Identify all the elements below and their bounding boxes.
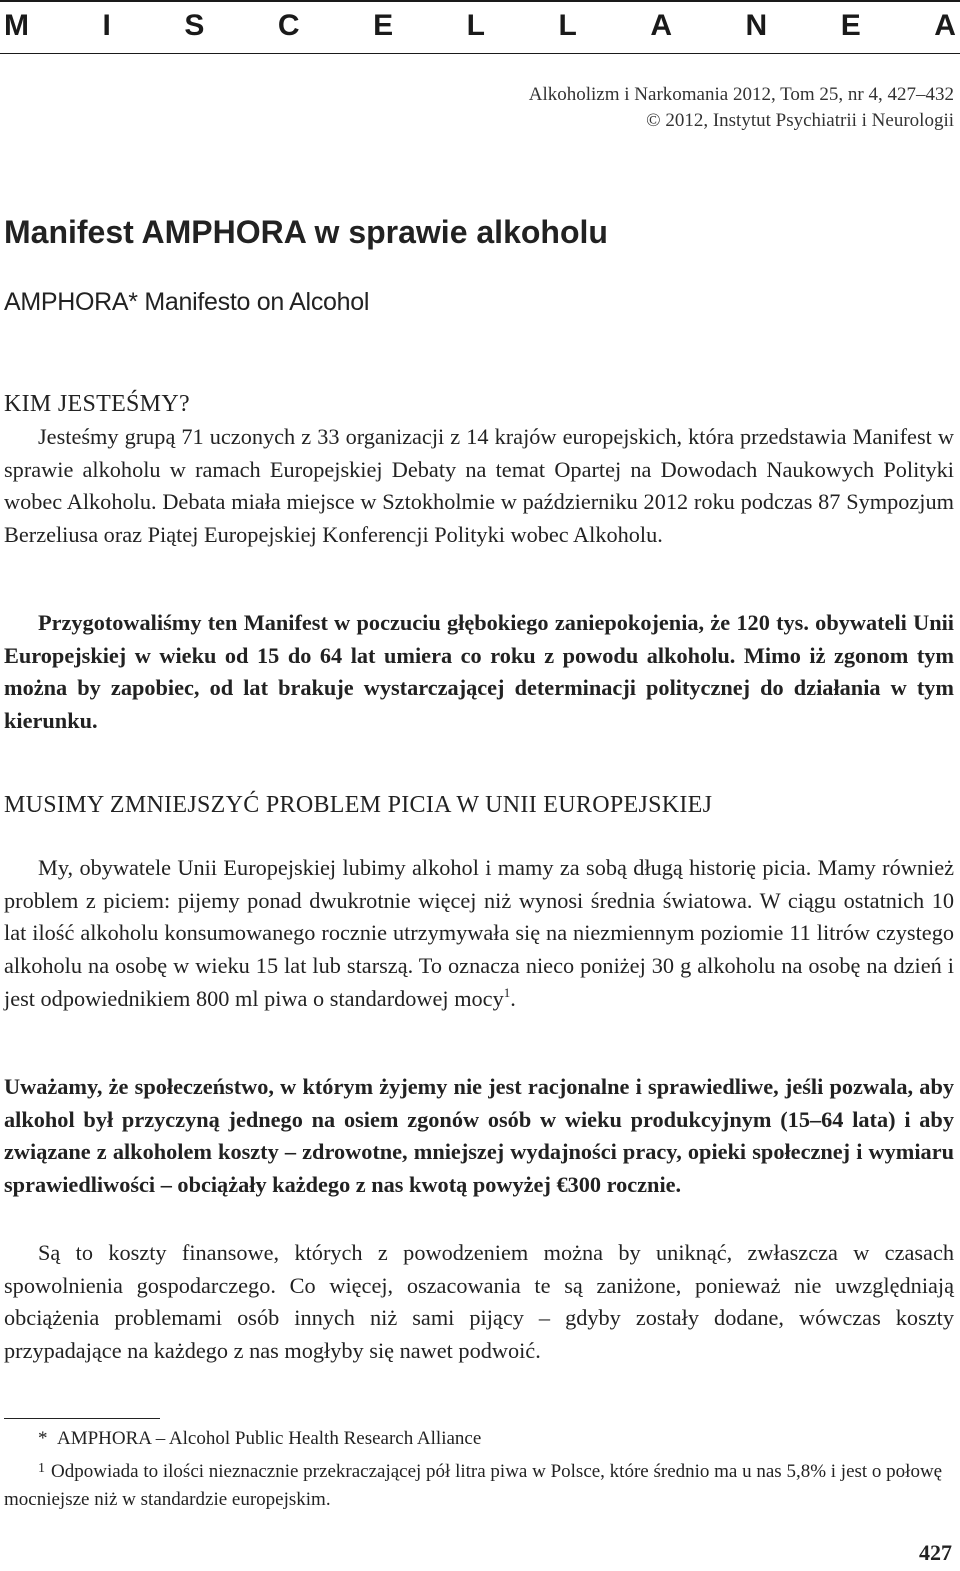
journal-copyright: © 2012, Instytut Psychiatrii i Neurologii <box>646 110 954 131</box>
footnote-mark: 1 <box>38 1461 45 1476</box>
paragraph-concern: Przygotowaliśmy ten Manifest w poczuciu głębokiego zaniepokojenia, że 120 tys. obywateli Unii Europejskiej w wieku od 15 do 64 lat umiera co roku z powodu alkoholu. Mimo iż zgonom tym można by zapobiec, od lat brakuje wystarczającej determinacji politycznej do działania w tym kierunku. <box>4 610 954 734</box>
section-letter: C <box>277 9 300 42</box>
paragraph-end: . <box>510 985 516 1011</box>
journal-info <box>529 82 954 134</box>
section-letter: N <box>745 9 768 42</box>
section-letter: A <box>934 9 956 42</box>
section-letter: L <box>558 9 577 42</box>
paragraph-text: My, obywatele Unii Europejskiej lubimy alkohol i mamy za sobą długą historię picia. Mamy również problem z piciem: pijemy ponad dwukrotnie więcej niż wynosi średnia światowa. W ciągu ostatnich 10 lat ilość alkoholu konsumowanego rocznie utrzymywała się na niezmiennym poziomie 11 litrów czystego alkoholu na osobę w wieku 15 lat lub starszą. To oznacza nieco poniżej 30 g alkoholu na osobę na dzień i jest odpowiednikiem 800 ml piwa o standardowej mocy <box>4 855 954 1011</box>
footnote-text: AMPHORA – Alcohol Public Health Research Alliance <box>57 1428 482 1449</box>
paragraph-who-we-are: Jesteśmy grupą 71 uczonych z 33 organizacji z 14 krajów europejskich, która przedstawia Manifest w sprawie alkoholu w ramach Europejskiej Debaty na temat Opartej na Dowodach Naukowych Polityki wobec Alkoholu. Debata miała miejsce w Sztokholmie w październiku 2012 roku podczas 87 Sympozjum Berzeliusa oraz Piątej Europejskiej Konferencji Polityki wobec Alkoholu. <box>4 424 954 548</box>
section-heading-reduce-drinking: MUSIMY ZMNIEJSZYĆ PROBLEM PICIA W UNII EUROPEJSKIEJ <box>4 792 713 818</box>
footnote-star <box>4 1425 954 1453</box>
section-letter: E <box>373 9 394 42</box>
section-letter: E <box>840 9 861 42</box>
article-title-english: AMPHORA* Manifesto on Alcohol <box>4 288 370 316</box>
paragraph-drinking-history <box>4 852 954 1016</box>
paragraph-financial-costs: Są to koszty finansowe, których z powodzeniem można by uniknąć, zwłaszcza w czasach spowolnienia gospodarczego. Co więcej, oszacowania te są zaniżone, ponieważ nie uwzględniają obciążenia problemami osób innych niż sami pijący – gdyby zostały dodane, wówczas koszty przypadające na każdego z nas mogłyby się nawet podwoić. <box>4 1240 954 1364</box>
footnote-divider <box>4 1418 160 1419</box>
footnote-reference[interactable]: 1 <box>503 984 511 1000</box>
section-letter: A <box>650 9 672 42</box>
footnote-text: Odpowiada to ilości nieznacznie przekraczającej pół litra piwa w Polsce, które średnio ma u nas 5,8% i jest o połowę mocniejsze niż w standardzie europejskim. <box>4 1461 943 1510</box>
paragraph-society-costs: Uważamy, że społeczeństwo, w którym żyjemy nie jest racjonalne i sprawiedliwe, jeśli pozwala, aby alkohol był przyczyną jednego na osiem zgonów osób w wieku produkcyjnym (15–64 lata) i aby związane z alkoholem koszty – zdrowotne, mniejszej wydajności pracy, opieki społecznej i wymiaru sprawiedliwości – obciążały każdego z nas kwotą powyżej €300 rocznie. <box>4 1074 954 1198</box>
footnote-one <box>4 1455 954 1514</box>
section-heading-who-we-are: KIM JESTEŚMY? <box>4 391 190 417</box>
section-letter: L <box>466 9 485 42</box>
page-number: 427 <box>919 1540 952 1565</box>
section-letter: S <box>184 9 205 42</box>
section-letter: M <box>4 9 29 42</box>
article-title-polish: Manifest AMPHORA w sprawie alkoholu <box>4 214 608 250</box>
journal-citation: Alkoholizm i Narkomania 2012, Tom 25, nr 4, 427–432 <box>528 84 954 105</box>
section-letter: I <box>102 9 111 42</box>
section-title-miscellanea <box>0 8 960 44</box>
footnote-mark: * <box>38 1428 48 1449</box>
